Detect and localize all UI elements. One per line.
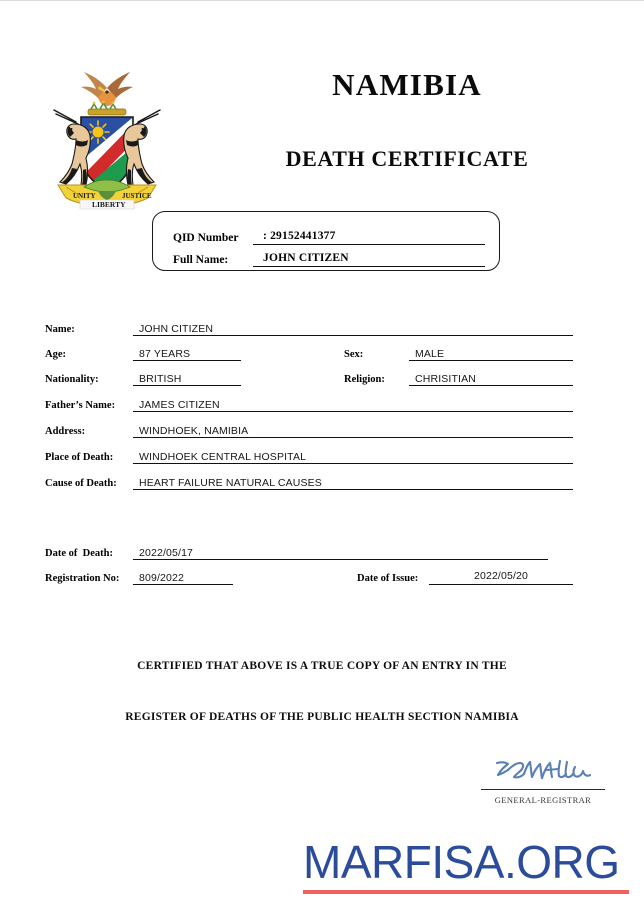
place-of-death-label: Place of Death:: [45, 452, 114, 463]
qid-number-row: [173, 223, 485, 245]
nationality-label: Nationality:: [45, 374, 99, 385]
age-value: 87 YEARS: [139, 348, 191, 360]
title-block: [190, 69, 624, 172]
motto-base-icon: [58, 180, 156, 209]
certificate-date-fields: [45, 529, 573, 585]
watermark-underline: [303, 890, 629, 894]
field-row-name: [45, 304, 573, 336]
field-row-registration-issue: [45, 560, 573, 585]
name-value: JOHN CITIZEN: [139, 323, 214, 335]
signature-caption: GENERAL-REGISTRAR: [494, 795, 592, 805]
cause-of-death-value-field: [133, 474, 573, 490]
qid-fullname-label: Full Name:: [173, 254, 229, 266]
marfisa-watermark: [303, 836, 629, 894]
date-of-issue-value: 2022/05/20: [473, 570, 529, 582]
namibia-coat-of-arms-icon: [36, 48, 178, 213]
qid-number-value-field: [253, 227, 485, 245]
sex-label: Sex:: [344, 349, 364, 360]
field-row-cause-of-death: [45, 464, 573, 490]
sex-value: MALE: [415, 348, 445, 360]
place-of-death-value: WINDHOEK CENTRAL HOSPITAL: [139, 451, 307, 463]
watermark-text-secondary: .ORG: [503, 836, 620, 888]
qid-number-label: QID Number: [173, 232, 239, 244]
address-value: WINDHOEK, NAMIBIA: [139, 425, 249, 437]
religion-value: CHRISITIAN: [415, 373, 477, 385]
place-of-death-value-field: [133, 448, 573, 464]
motto-center-text: LIBERTY: [92, 200, 126, 209]
qid-number-value: : 29152441377: [263, 230, 336, 242]
cause-of-death-value: HEART FAILURE NATURAL CAUSES: [139, 477, 322, 489]
date-of-issue-value-field: [429, 569, 573, 585]
page-subtitle: DEATH CERTIFICATE: [285, 146, 529, 171]
eagle-crest-icon: [81, 72, 133, 112]
field-row-place-of-death: [45, 438, 573, 464]
field-row-date-of-death: [45, 529, 573, 560]
certificate-fields: [45, 304, 573, 490]
certificate-header: [0, 1, 644, 209]
signature-line: [481, 789, 605, 790]
date-of-issue-label: Date of Issue:: [357, 573, 419, 584]
field-row-age-sex: [45, 336, 573, 361]
religion-label: Religion:: [344, 374, 385, 385]
sex-value-field: [409, 345, 573, 361]
field-row-father-name: [45, 386, 573, 412]
religion-value-field: [409, 370, 573, 386]
certification-line-2: REGISTER OF DEATHS OF THE PUBLIC HEALTH SECTION NAMIBIA: [125, 711, 519, 723]
certification-line-1: CERTIFIED THAT ABOVE IS A TRUE COPY OF AN ENTRY IN THE: [137, 660, 507, 672]
qid-fullname-value-field: [253, 249, 485, 267]
qid-fullname-value: JOHN CITIZEN: [263, 252, 349, 264]
watermark-text: [303, 836, 629, 888]
watermark-text-primary: MARFISA: [303, 836, 504, 888]
motto-left-text: UNITY: [73, 192, 96, 200]
registration-no-value-field: [133, 569, 233, 585]
name-label: Name:: [45, 324, 75, 335]
qid-fullname-row: [173, 245, 485, 267]
father-name-value: JAMES CITIZEN: [139, 399, 220, 411]
signature-block: [478, 753, 608, 805]
father-name-value-field: [133, 396, 573, 412]
date-of-death-value-field: [133, 544, 548, 560]
registration-no-value: 809/2022: [139, 572, 184, 584]
nationality-value-field: [133, 370, 241, 386]
name-value-field: [133, 320, 573, 336]
date-of-death-label: Date of Death:: [45, 548, 113, 559]
date-of-death-value: 2022/05/17: [139, 547, 194, 559]
handwritten-signature-icon: [481, 753, 605, 789]
motto-right-text: JUSTICE: [122, 192, 152, 200]
field-row-nationality-religion: [45, 361, 573, 386]
signature-mark: [478, 753, 608, 789]
address-label: Address:: [45, 426, 86, 437]
address-value-field: [133, 422, 573, 438]
page-title: NAMIBIA: [332, 67, 482, 102]
field-row-address: [45, 412, 573, 438]
age-value-field: [133, 345, 241, 361]
cause-of-death-label: Cause of Death:: [45, 478, 117, 489]
nationality-value: BRITISH: [139, 373, 182, 385]
qid-summary-box: [152, 211, 500, 271]
age-label: Age:: [45, 349, 66, 360]
father-name-label: Father’s Name:: [45, 400, 116, 411]
registration-no-label: Registration No:: [45, 573, 120, 584]
